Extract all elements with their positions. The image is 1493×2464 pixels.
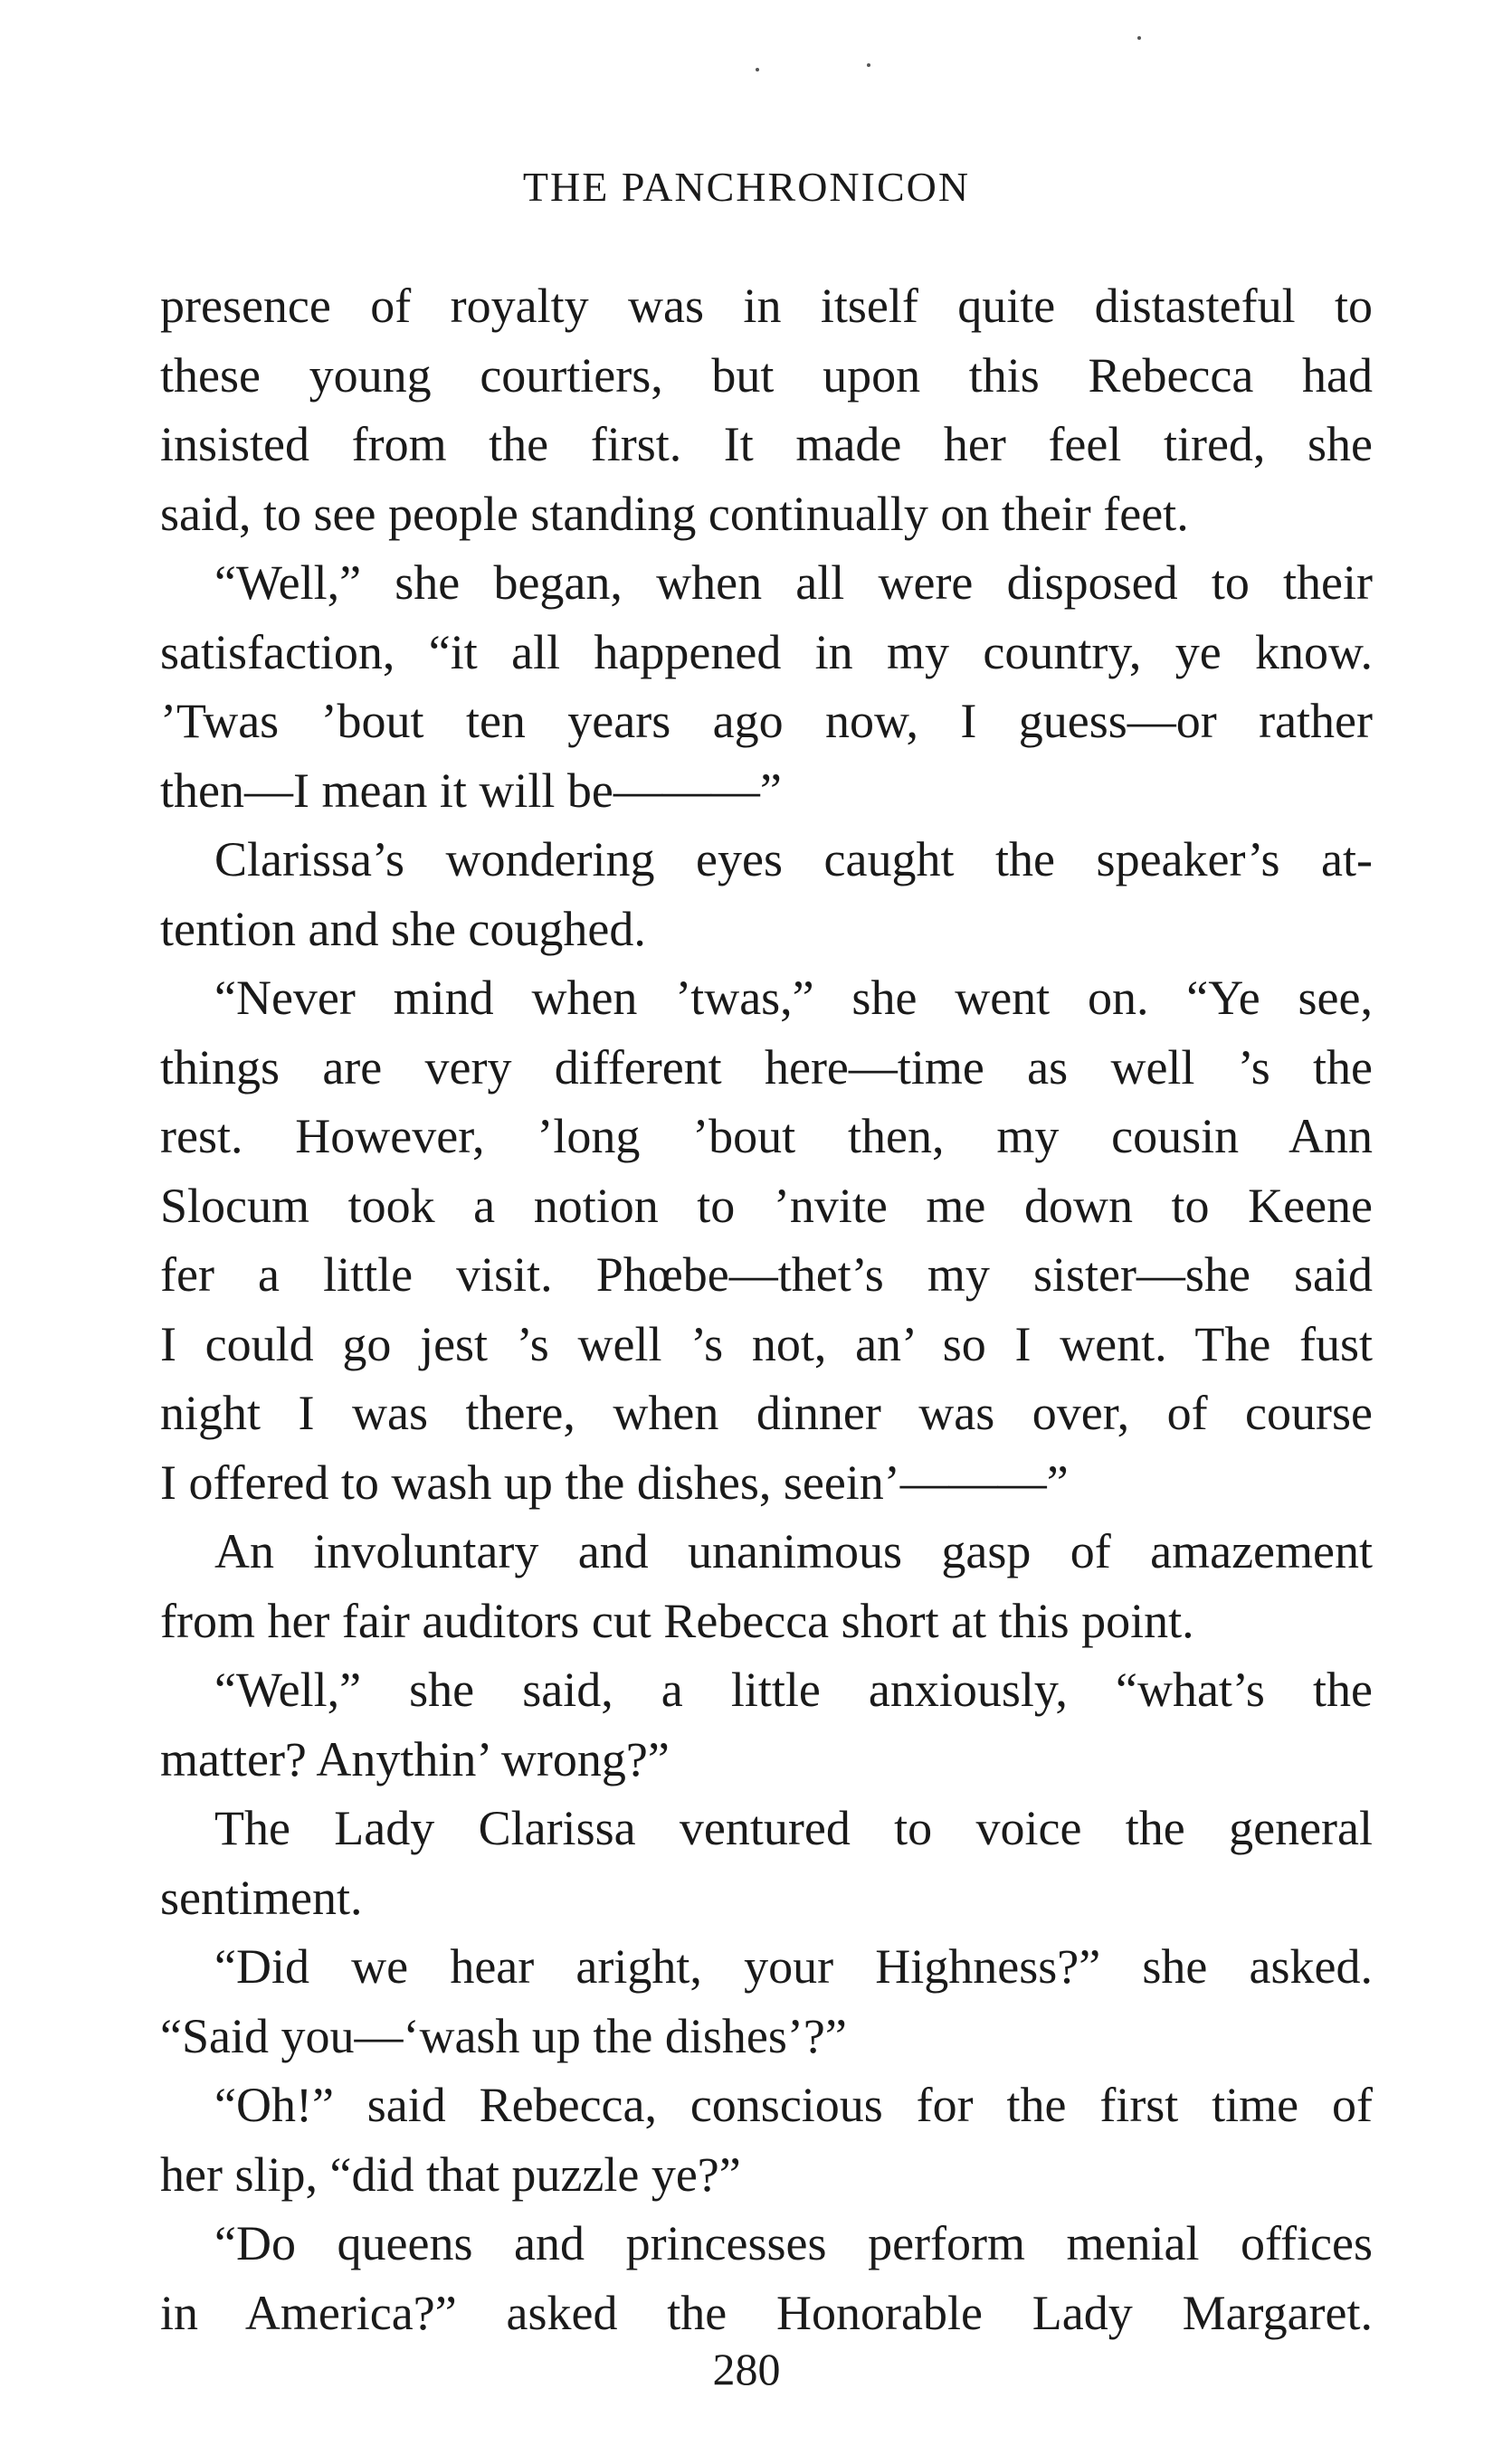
text-line: “Said you—‘wash up the dishes’?” [160,2008,847,2063]
text-line: “Well,” she said, a little anxiously, “what’s the [214,1663,1373,1717]
paragraph [160,825,1373,963]
text-line: insisted from the first. It made her feel tired, she [160,417,1373,471]
scan-speck [867,63,870,67]
body-text [160,271,1373,2347]
text-line: sentiment. [160,1870,363,1925]
text-line: things are very different here—time as well ’s the [160,1039,1373,1095]
text-line: tention and she coughed. [160,901,646,956]
text-line: matter? Anythin’ wrong?” [160,1731,670,1786]
text-line: An involuntary and unanimous gasp of amazement [214,1524,1373,1578]
page-number: 280 [712,2344,781,2394]
text-line: satisfaction, “it all happened in my country, ye know. [160,624,1373,679]
text-line: ’Twas ’bout ten years ago now, I guess—or rather [160,694,1373,748]
text-line: then—I mean it will be———” [160,763,782,818]
text-line: “Well,” she began, when all were disposed to their [214,555,1373,610]
text-line: The Lady Clarissa ventured to voice the general [214,1801,1373,1855]
text-line: rest. However, ’long ’bout then, my cousin Ann [160,1109,1373,1163]
paragraph [160,2209,1373,2347]
text-line: fer a little visit. Phœbe—thet’s my sister—she said [160,1247,1373,1302]
paragraph [160,1655,1373,1794]
text-line: I offered to wash up the dishes, seein’———” [160,1455,1069,1510]
paragraph [160,1794,1373,1932]
paragraph [160,1517,1373,1655]
scan-speck [756,68,759,71]
text-line: in America?” asked the Honorable Lady Margaret. [160,2285,1373,2340]
text-line: “Did we hear aright, your Highness?” she asked. [214,1939,1373,1994]
text-line: her slip, “did that puzzle ye?” [160,2147,741,2202]
paragraph [160,271,1373,548]
text-line: “Oh!” said Rebecca, conscious for the first time of [214,2078,1373,2132]
text-line: from her fair auditors cut Rebecca short at this point. [160,1593,1194,1648]
text-line: “Never mind when ’twas,” she went on. “Ye see, [214,971,1373,1025]
scan-speck [1137,36,1141,40]
text-line: Slocum took a notion to ’nvite me down to Keene [160,1178,1373,1233]
text-line: night I was there, when dinner was over, of course [160,1386,1373,1440]
paragraph [160,548,1373,825]
text-line: Clarissa’s wondering eyes caught the speaker’s at- [214,832,1373,886]
paragraph [160,2071,1373,2209]
text-line: “Do queens and princesses perform menial offices [214,2216,1373,2270]
running-head: THE PANCHRONICON [522,164,971,210]
text-line: I could go jest ’s well ’s not, an’ so I went. The fust [160,1316,1373,1371]
text-line: presence of royalty was in itself quite distasteful to [160,279,1373,333]
paragraph [160,963,1373,1517]
text-line: these young courtiers, but upon this Rebecca had [160,347,1373,403]
text-line: said, to see people standing continually on their feet. [160,486,1189,541]
paragraph [160,1932,1373,2071]
